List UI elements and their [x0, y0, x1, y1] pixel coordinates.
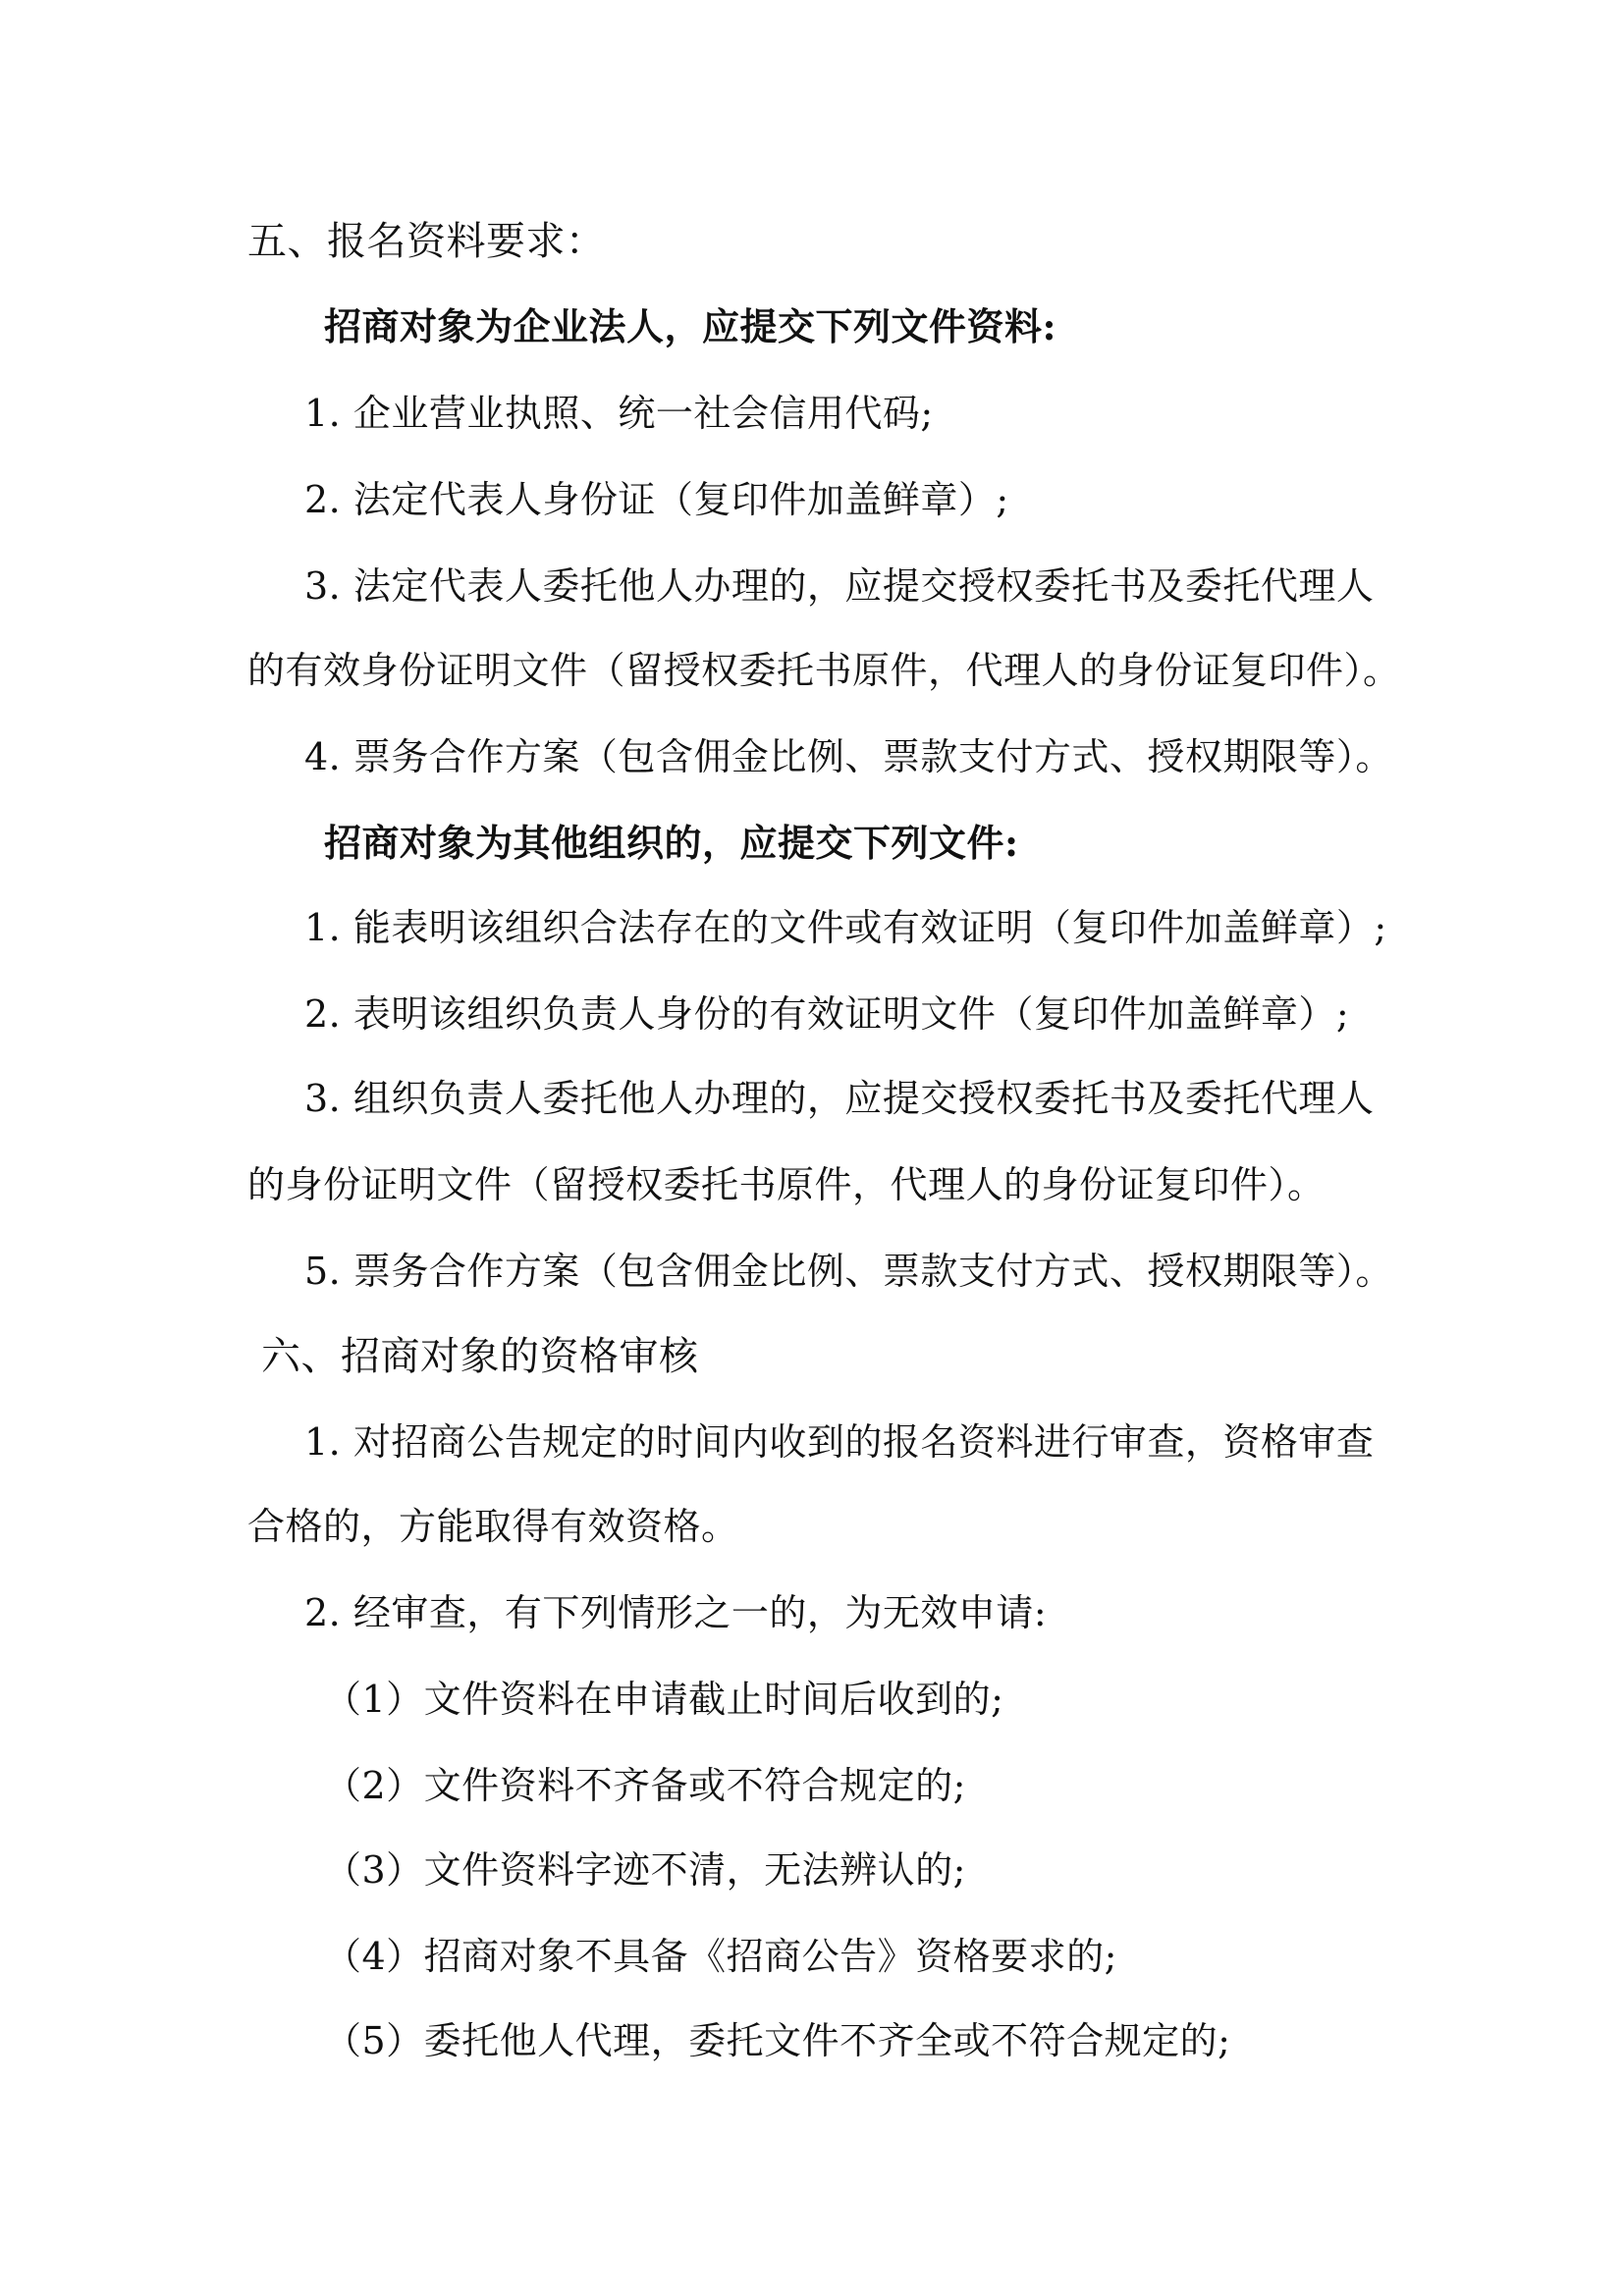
- enterprise-item-3-line-2: 的有效身份证明文件（留授权委托书原件，代理人的身份证复印件）。: [247, 649, 1401, 692]
- other-org-item-5: 5. 票务合作方案（包含佣金比例、票款支付方式、授权期限等）。: [304, 1250, 1393, 1293]
- review-item-1-line-1: 1. 对招商公告规定的时间内收到的报名资料进行审查，资格审查: [304, 1420, 1375, 1464]
- enterprise-item-3-line-1: 3. 法定代表人委托他人办理的，应提交授权委托书及委托代理人: [304, 564, 1375, 608]
- enterprise-item-4: 4. 票务合作方案（包含佣金比例、票款支付方式、授权期限等）。: [304, 735, 1393, 778]
- invalid-case-5: （5）委托他人代理，委托文件不齐全或不符合规定的;: [324, 2019, 1231, 2062]
- invalid-case-4: （4）招商对象不具备《招商公告》资格要求的;: [324, 1935, 1117, 1978]
- invalid-case-1: （1）文件资料在申请截止时间后收到的;: [324, 1678, 1004, 1721]
- invalid-case-2: （2）文件资料不齐备或不符合规定的;: [324, 1764, 966, 1807]
- enterprise-item-1: 1. 企业营业执照、统一社会信用代码;: [304, 392, 934, 435]
- other-org-item-3-line-1: 3. 组织负责人委托他人办理的，应提交授权委托书及委托代理人: [304, 1077, 1375, 1120]
- other-org-item-3-line-2: 的身份证明文件（留授权委托书原件，代理人的身份证复印件）。: [247, 1163, 1326, 1206]
- other-org-item-2: 2. 表明该组织负责人身份的有效证明文件（复印件加盖鲜章）;: [304, 992, 1350, 1036]
- review-item-2: 2. 经审查，有下列情形之一的，为无效申请:: [304, 1591, 1048, 1634]
- enterprise-intro: 招商对象为企业法人，应提交下列文件资料:: [324, 304, 1057, 348]
- section-6-heading: 六、招商对象的资格审核: [261, 1334, 699, 1379]
- other-org-item-1: 1. 能表明该组织合法存在的文件或有效证明（复印件加盖鲜章）;: [304, 906, 1387, 949]
- section-5-heading: 五、报名资料要求：: [247, 219, 606, 264]
- enterprise-item-2: 2. 法定代表人身份证（复印件加盖鲜章）;: [304, 478, 1009, 521]
- other-org-intro: 招商对象为其他组织的，应提交下列文件:: [324, 821, 1019, 865]
- invalid-case-3: （3）文件资料字迹不清，无法辨认的;: [324, 1848, 966, 1892]
- review-item-1-line-2: 合格的，方能取得有效资格。: [247, 1505, 739, 1548]
